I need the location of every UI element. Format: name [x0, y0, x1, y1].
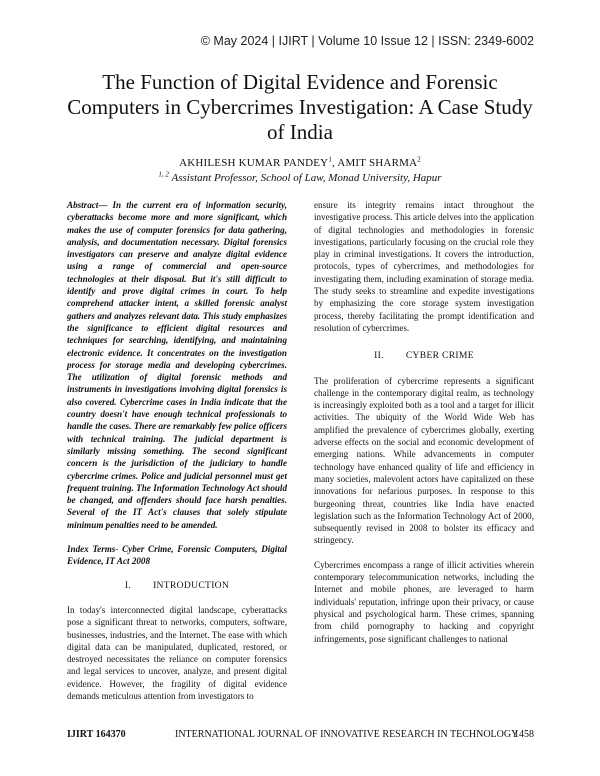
index-terms: Index Terms- Cyber Crime, Forensic Computers, Digital Evidence, IT Act 2008 — [67, 544, 287, 567]
affiliation-line — [60, 172, 540, 184]
journal-header: © May 2024 | IJIRT | Volume 10 Issue 12 | ISSN: 2349-6002 — [200, 34, 534, 48]
section-heading-introduction — [67, 580, 287, 592]
footer-page-number: 1458 — [514, 729, 534, 740]
left-column — [67, 199, 287, 702]
intro-continuation: ensure its integrity remains intact throughout the investigative process. This article delves into the application of digital technologies and methodologies in forensic investigations, particularly focusing on the crucial role they play in criminal investigations. It covers the introduction, protocols, types of cybercrimes, and methodologies for investigating them, including examination of storage media. The study seeks to streamline and expedite investigations by emphasizing the core storage system investigation process, thereby facilitating the prompt identification and resolution of cybercrimes. — [314, 200, 534, 333]
section-title: INTRODUCTION — [153, 579, 230, 591]
intro-paragraph: In today's interconnected digital landscape, cyberattacks pose a significant threat to networks, computers, software, businesses, industries, and the Internet. The ease with which digital data can be manipulated, duplicated, restored, or destroyed necessitates the reliance on computer forensics and legal services to uncover, analyze, and present digital evidence. However, the fragility of digital evidence demands meticulous attention from investigators to — [67, 604, 287, 701]
author-1-sup: 1 — [328, 155, 333, 164]
affiliation-sup: 1, 2 — [158, 170, 169, 179]
abstract: Abstract— In the current era of information security, cyberattacks become more and more significant, which makes the use of computer forensics for data gathering, analysis, and documentation necessary. Digital forensics investigators can preserve and analyze digital evidence using a range of commercial and open-source technologies at their disposal. But it's still difficult to identify and prove digital crimes in court. To help comprehend attacker intent, a skilled forensic analyst gathers and analyzes relevant data. This study emphasizes the significance to efficient digital resources and techniques for searching, identifying, and maintaining electronic evidence. It concentrates on the investigation process for storage media and developing cybercrimes. The utilization of digital forensic methods and instruments in investigations involving digital forensics is also covered. Cybercrime cases in India indicate that the country doesn't have enough technical professionals to handle the cases. There are remarkably few police officers with technical training. The judicial department is similarly missing something. The second significant concern is the jurisdiction of the judiciary to handle cybercrime crimes. Police and judicial personnel must get frequent training. The Information Technology Act should be changed, and offenders should face harsh penalties. Several of the IT Act's clauses that solely stipulate minimum penalties need to be amended. — [67, 200, 287, 530]
section-title: CYBER CRIME — [405, 350, 474, 362]
section-heading-cyber-crime — [314, 350, 534, 362]
section-number: I. — [124, 579, 132, 591]
paper-title: The Function of Digital Evidence and Forensic Computers in Cybercrimes Investigation: A Case Study of India — [67, 70, 533, 144]
right-column — [314, 199, 534, 645]
author-line — [60, 157, 540, 169]
footer-paper-id: IJIRT 164370 — [67, 729, 126, 740]
footer-journal-name: INTERNATIONAL JOURNAL OF INNOVATIVE RESEARCH IN TECHNOLOGY — [175, 729, 519, 740]
cyber-paragraph-2: Cybercrimes encompass a range of illicit activities wherein contemporary telecommunication networks, including the Internet and mobile phones, are leveraged to harm individuals' reputation, infringe upon their privacy, or cause physical and psychological harm. These crimes, spanning from child pornography to hacking and copyright infringements, pose significant challenges to national — [314, 559, 534, 644]
author-separator: , AMIT SHARMA — [332, 157, 418, 169]
cyber-paragraph-1: The proliferation of cybercrime represents a significant challenge in the contemporary digital realm, as technology is increasingly exploited both as a tool and a target for illicit activities. The ubiquity of the World Wide Web has amplified the prevalence of cybercrimes globally, exerting adverse effects on the social and economic development of emerging nations. While advancements in computer technology have enhanced quality of life and efficiency in many societies, malevolent actors have capitalized on these innovations for nefarious purposes. In response to this burgeoning threat, countries like India have enacted legislation such as the Information Technology Act of 2000, subsequently revised in 2008 to bolster its efficacy and stringency. — [314, 375, 534, 546]
affiliation: Assistant Professor, School of Law, Monad University, Hapur — [171, 172, 442, 184]
author-2-sup: 2 — [417, 155, 421, 164]
author-1: AKHILESH KUMAR PANDEY — [179, 157, 329, 169]
section-number: II. — [374, 350, 384, 362]
